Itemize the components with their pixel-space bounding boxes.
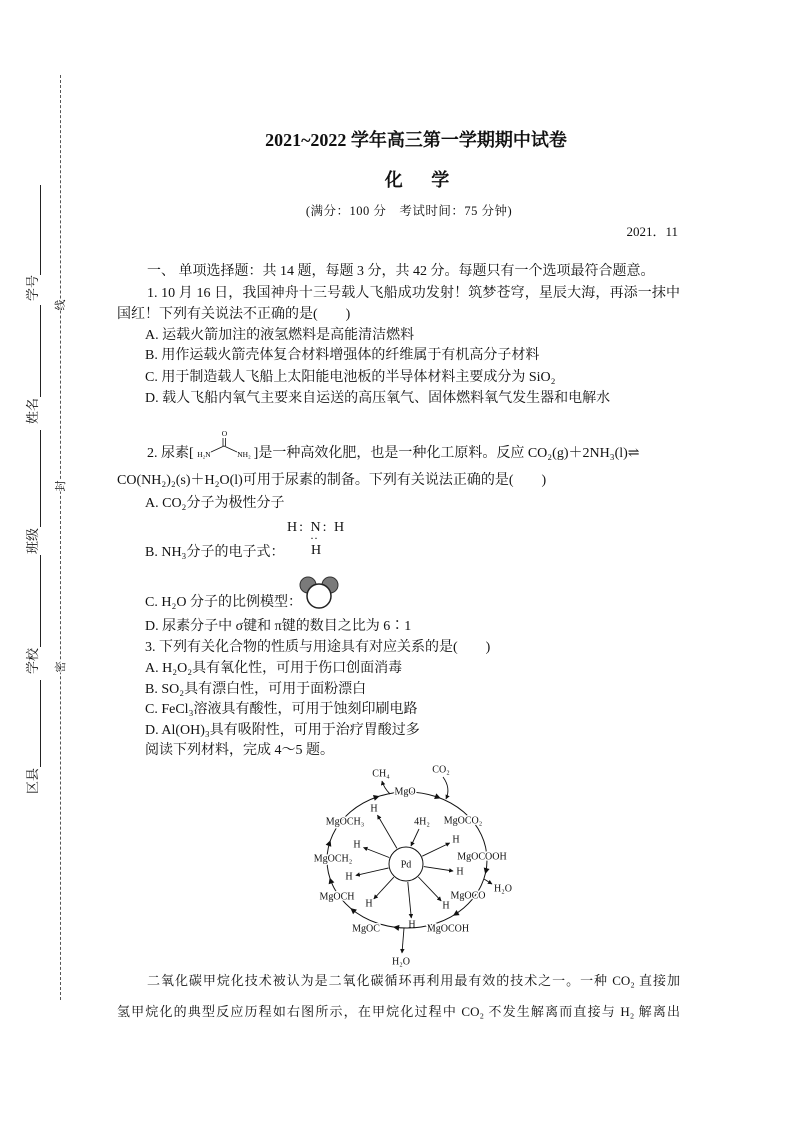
- co2-label: CO₂: [432, 764, 450, 776]
- exam-title: 2021~2022 学年高三第一学期期中试卷: [265, 130, 567, 150]
- h-atom-label: H: [442, 900, 450, 912]
- section-heading: 一、 单项选择题：共 14 题，每题 3 分，共 42 分。每题只有一个选项最符合题意。: [147, 264, 655, 279]
- name-write-line: [40, 305, 41, 397]
- h2o-bottom-label: H₂O: [392, 956, 410, 968]
- school-write-line: [40, 555, 41, 647]
- cycle-arrow: [434, 793, 442, 801]
- h-transfer-arrow: [408, 882, 412, 918]
- seal-mark-line: 线: [55, 299, 67, 311]
- ch4-label: CH₄: [372, 768, 390, 780]
- cycle-arrow: [482, 868, 489, 875]
- passage-line-1: 二氧化碳甲烷化技术被认为是二氧化碳循环再利用最有效的技术之一。一种 CO₂ 直接加: [147, 973, 680, 988]
- h-atom-label: H: [353, 839, 361, 851]
- passage-line-2: 氢甲烷化的典型反应历程如右图所示，在甲烷化过程中 CO₂ 不发生解离而直接与 H₂ 解离出: [117, 1004, 680, 1019]
- h-atom-label: H: [456, 866, 464, 878]
- mgoco-label: MgOCO: [450, 890, 486, 902]
- pd-catalyst-label: Pd: [400, 859, 412, 871]
- mgoc-label: MgOC: [352, 923, 380, 935]
- mgocooh-label: MgOCOOH: [457, 851, 507, 863]
- methanation-cycle-diagram: [300, 760, 530, 972]
- h2o-right-outflow-arrow: [484, 879, 492, 884]
- mgoch-label: MgOCH: [319, 891, 355, 903]
- class-label: 班级: [25, 527, 40, 555]
- q2-option-b: B. NH₃分子的电子式：: [145, 545, 285, 560]
- h-transfer-arrow: [378, 815, 397, 848]
- mgo-label: MgO: [394, 786, 416, 798]
- q1-option-b: B. 用作运载火箭壳体复合材料增强体的纤维属于有机高分子材料: [145, 348, 540, 363]
- h2o-bottom-outflow-arrow: [402, 928, 404, 953]
- class-write-line: [40, 430, 41, 527]
- q1-stem-line-2: 国红！下列有关说法不正确的是( ): [117, 307, 351, 322]
- name-label: 姓名: [25, 397, 40, 425]
- q1-option-c: C. 用于制造载人飞船上太阳能电池板的半导体材料主要成分为 SiO₂: [145, 370, 556, 385]
- cycle-arrow: [451, 910, 459, 918]
- h-atom-label: H: [452, 834, 460, 846]
- h-transfer-arrow: [364, 848, 390, 858]
- nh3-formula-top-row: H: N: H: [287, 520, 347, 535]
- q2-option-d: D. 尿素分子中 σ键和 π键的数目之比为 6∶1: [145, 619, 412, 634]
- student-id-write-line: [40, 185, 41, 275]
- exam-info: (满分：100 分 考试时间：75 分钟): [305, 204, 513, 218]
- h2-feed-arrow: [411, 829, 419, 846]
- cycle-arrow: [327, 877, 335, 885]
- mgoch2-label: MgOCH₂: [313, 853, 353, 865]
- h-atom-label: H: [345, 871, 353, 883]
- urea-oxygen-label: O: [221, 429, 227, 438]
- mgoco2-label: MgOCO₂: [443, 815, 483, 827]
- school-label: 学校: [25, 647, 40, 675]
- nh3-bottom-hydrogen: H: [311, 543, 322, 558]
- ch4-outflow-arrow: [382, 781, 390, 794]
- district-label: 区县: [25, 767, 40, 795]
- co2-inflow-arrow: [443, 777, 448, 799]
- urea-right-amine-label: NH₂: [236, 450, 251, 459]
- h2o-model-center-atom: [307, 584, 331, 608]
- reading-prompt: 阅读下列材料，完成 4～5 题。: [145, 743, 334, 758]
- urea-structure-diagram: [195, 429, 253, 461]
- subject-title: 化 学: [384, 170, 462, 190]
- h-atom-label: H: [365, 898, 373, 910]
- h-transfer-arrow: [424, 867, 453, 871]
- h2-feed-label: 4H₂: [414, 816, 430, 828]
- q1-stem-line-1: 1. 10 月 16 日，我国神舟十三号载人飞船成功发射！筑梦苍穹，星辰大海，再添一抹中: [147, 286, 680, 301]
- h-transfer-arrow: [418, 877, 441, 901]
- nh3-bond-pair-dots: ··: [310, 531, 318, 545]
- q1-option-a: A. 运载火箭加注的液氢燃料是高能清洁燃料: [145, 328, 415, 343]
- q2-option-c: C. H₂O 分子的比例模型：: [145, 595, 302, 610]
- q2-stem-line-2: CO(NH₂)₂(s)＋H₂O(l)可用于尿素的制备。下列有关说法正确的是( ): [117, 473, 547, 488]
- mgocoh-label: MgOCOH: [426, 923, 470, 935]
- h2o-right-label: H₂O: [494, 883, 512, 895]
- seal-mark-secret: 密: [55, 661, 67, 673]
- h2o-space-filling-model: [298, 576, 342, 610]
- urea-left-amine-label: H₂N: [196, 450, 211, 459]
- q3-stem: 3. 下列有关化合物的性质与用途具有对应关系的是( ): [145, 640, 491, 655]
- h-transfer-arrow: [422, 843, 450, 856]
- h-atom-label: H: [408, 919, 416, 931]
- cycle-arrow: [373, 793, 381, 801]
- cycle-arrow: [326, 839, 334, 847]
- mgoch3-label: MgOCH₃: [325, 816, 365, 828]
- q3-option-c: C. FeCl₃溶液具有酸性，可用于蚀刻印刷电路: [145, 702, 418, 717]
- q3-option-d: D. Al(OH)₃具有吸附性，可用于治疗胃酸过多: [145, 723, 420, 738]
- q3-option-a: A. H₂O₂具有氧化性，可用于伤口创面消毒: [145, 661, 403, 676]
- binding-dashed-line: [60, 75, 61, 1000]
- q2-stem-line-1-rest: ]是一种高效化肥，也是一种化工原料。反应 CO₂(g)＋2NH₃(l)⇌: [253, 446, 640, 461]
- q2-option-a: A. CO₂分子为极性分子: [145, 496, 285, 511]
- q1-option-d: D. 载人飞船内氧气主要来自运送的高压氧气、固体燃料氧气发生器和电解水: [145, 391, 611, 406]
- h-transfer-arrow: [374, 877, 394, 899]
- q3-option-b: B. SO₂具有漂白性，可用于面粉漂白: [145, 682, 367, 697]
- exam-date: 2021．11: [626, 224, 678, 239]
- student-id-label: 学号: [25, 274, 40, 302]
- h-atom-label: H: [370, 803, 378, 815]
- q2-stem-line-1: [147, 429, 640, 464]
- seal-mark-seal: 封: [55, 480, 67, 492]
- q2-stem-prefix: 2. 尿素[: [147, 446, 194, 461]
- district-write-line: [40, 680, 41, 767]
- h-transfer-arrow: [356, 868, 389, 875]
